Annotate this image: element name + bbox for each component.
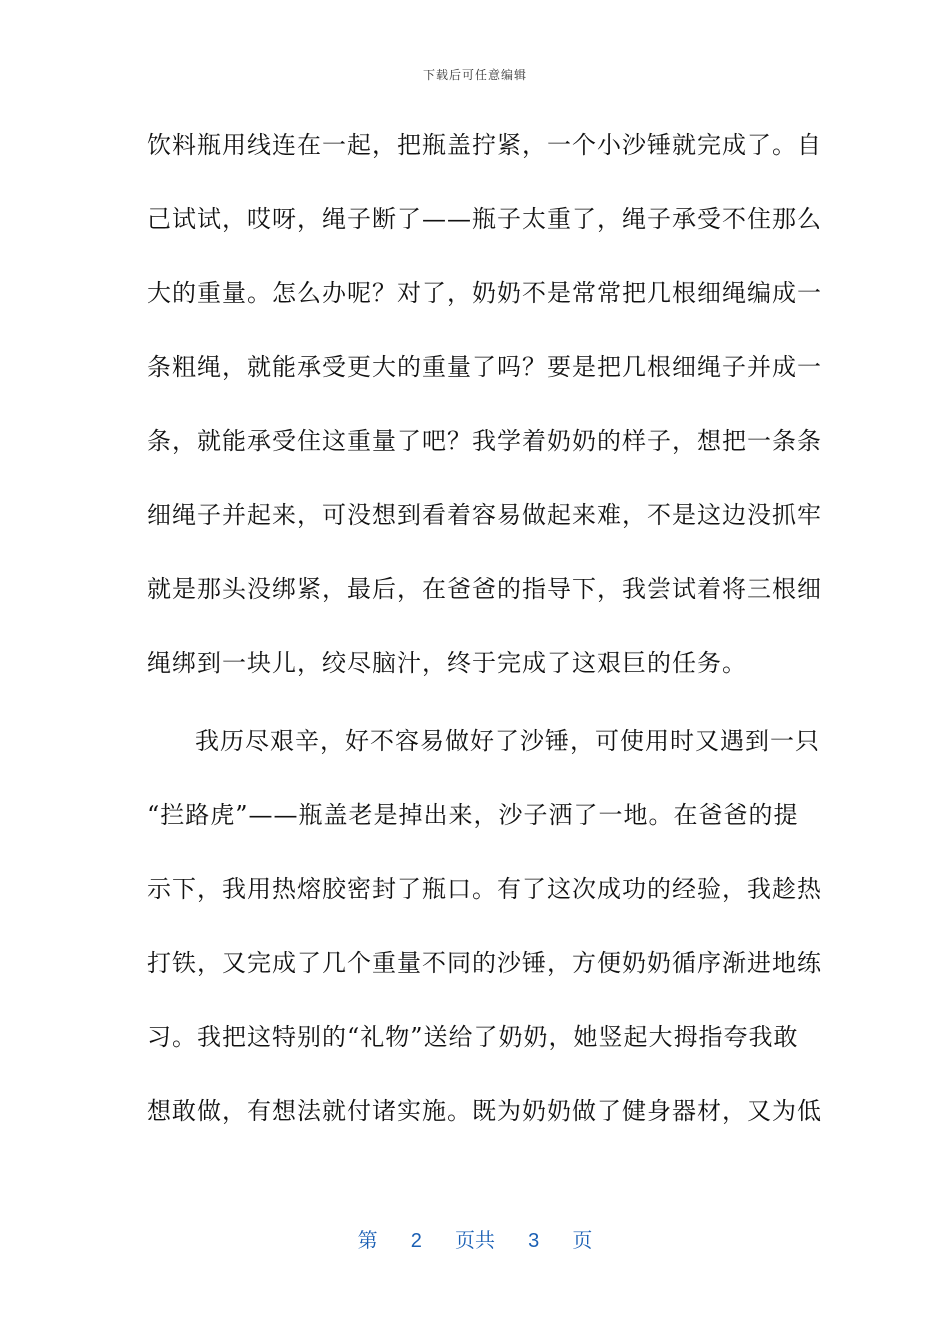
footer-page-prefix: 第	[357, 1230, 378, 1252]
text-line: 大的重量。怎么办呢？对了，奶奶不是常常把几根细绳编成一	[147, 279, 822, 307]
text-line: 打铁，又完成了几个重量不同的沙锤，方便奶奶循序渐进地练	[147, 949, 822, 977]
footer-current-page: 2	[410, 1230, 422, 1252]
page-header: 下载后可任意编辑	[422, 68, 527, 82]
text-line: 细绳子并起来，可没想到看着容易做起来难，不是这边没抓牢	[147, 501, 822, 529]
text-line: 示下，我用热熔胶密封了瓶口。有了这次成功的经验，我趁热	[147, 875, 822, 903]
footer-page-middle: 页共	[455, 1230, 495, 1252]
page-footer	[0, 1224, 950, 1253]
text-line: “拦路虎”——瓶盖老是掉出来，沙子洒了一地。在爸爸的提	[147, 801, 799, 829]
text-line: 就是那头没绑紧，最后，在爸爸的指导下，我尝试着将三根细	[147, 575, 822, 603]
paragraph-first-line: 我历尽艰辛，好不容易做好了沙锤，可使用时又遇到一只	[195, 727, 820, 755]
text-line: 习。我把这特别的“礼物”送给了奶奶，她竖起大拇指夸我敢	[147, 1023, 799, 1051]
footer-total-pages: 3	[528, 1230, 540, 1252]
text-line: 条，就能承受住这重量了吧？我学着奶奶的样子，想把一条条	[147, 427, 822, 455]
text-line: 想敢做，有想法就付诸实施。既为奶奶做了健身器材，又为低	[147, 1097, 822, 1125]
footer-page-suffix: 页	[572, 1230, 593, 1252]
text-line: 条粗绳，就能承受更大的重量了吗？要是把几根细绳子并成一	[147, 353, 822, 381]
text-line: 绳绑到一块儿，绞尽脑汁，终于完成了这艰巨的任务。	[147, 649, 747, 677]
text-line: 饮料瓶用线连在一起，把瓶盖拧紧，一个小沙锤就完成了。自	[147, 131, 822, 159]
text-line: 己试试，哎呀，绳子断了——瓶子太重了，绳子承受不住那么	[147, 205, 822, 233]
